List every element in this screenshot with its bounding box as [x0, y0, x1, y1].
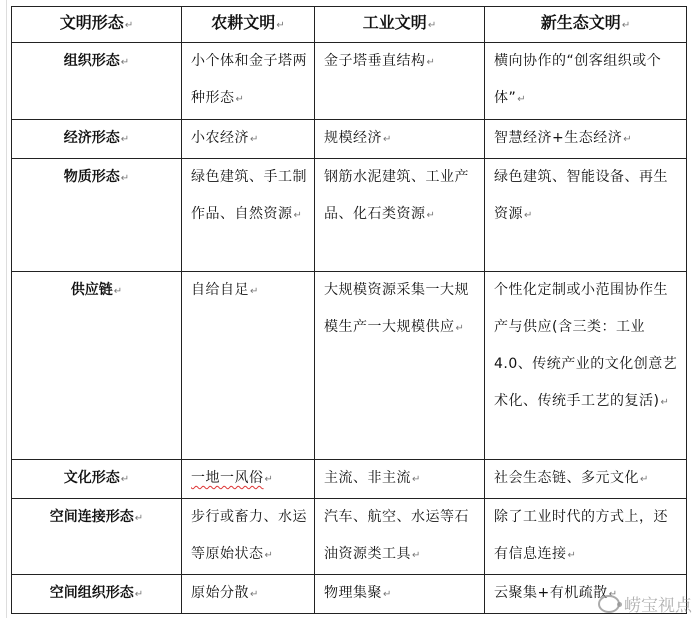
table-row — [12, 575, 687, 614]
eco-cell: 智慧经济+生态经济↵ — [485, 120, 687, 159]
wechat-logo-icon — [598, 595, 620, 613]
civilization-comparison-table — [11, 6, 687, 614]
ind-cell: 规模经济↵ — [315, 120, 485, 159]
row-label: 文化形态↵ — [12, 460, 182, 499]
row-label: 空间连接形态↵ — [12, 499, 182, 575]
ind-cell: 金子塔垂直结构↵ — [315, 43, 485, 120]
agri-cell: 小个体和金子塔两种形态↵ — [182, 43, 315, 120]
agri-cell: 一地一风俗↵ — [182, 460, 315, 499]
header-agricultural: 农耕文明↵ — [182, 7, 315, 43]
table-header-row — [12, 7, 687, 43]
eco-cell: 除了工业时代的方式上，还有信息连接↵ — [485, 499, 687, 575]
agri-cell: 原始分散↵ — [182, 575, 315, 614]
watermark — [598, 591, 692, 616]
row-label: 经济形态↵ — [12, 120, 182, 159]
eco-cell: 云聚集+有机疏散↵ — [485, 575, 687, 614]
ind-cell: 钢筋水泥建筑、工业产品、化石类资源↵ — [315, 159, 485, 272]
agri-cell: 绿色建筑、手工制作品、自然资源↵ — [182, 159, 315, 272]
table-row — [12, 43, 687, 120]
ind-cell: 物理集聚↵ — [315, 575, 485, 614]
eco-cell: 绿色建筑、智能设备、再生资源↵ — [485, 159, 687, 272]
table-row — [12, 159, 687, 272]
eco-cell: 社会生态链、多元文化↵ — [485, 460, 687, 499]
eco-cell: 横向协作的“创客组织或个体”↵ — [485, 43, 687, 120]
ind-cell: 大规模资源采集一大规模生产一大规模供应↵ — [315, 272, 485, 460]
row-label: 组织形态↵ — [12, 43, 182, 120]
watermark-text: 崂宝视点 — [624, 596, 692, 616]
table-row — [12, 120, 687, 159]
row-label: 空间组织形态↵ — [12, 575, 182, 614]
table-row — [12, 499, 687, 575]
header-new-ecological: 新生态文明↵ — [485, 7, 687, 43]
ind-cell: 汽车、航空、水运等石油资源类工具↵ — [315, 499, 485, 575]
header-civilization-form: 文明形态↵ — [12, 7, 182, 43]
header-industrial: 工业文明↵ — [315, 7, 485, 43]
agri-cell: 自给自足↵ — [182, 272, 315, 460]
row-label: 物质形态↵ — [12, 159, 182, 272]
agri-cell: 小农经济↵ — [182, 120, 315, 159]
agri-cell: 步行或畜力、水运等原始状态↵ — [182, 499, 315, 575]
table-row — [12, 460, 687, 499]
page-edge — [0, 0, 7, 618]
table-row — [12, 272, 687, 460]
row-label: 供应链↵ — [12, 272, 182, 460]
eco-cell: 个性化定制或小范围协作生产与供应(含三类：工业4.0、传统产业的文化创意艺术化、传统手工艺的复活)↵ — [485, 272, 687, 460]
ind-cell: 主流、非主流↵ — [315, 460, 485, 499]
